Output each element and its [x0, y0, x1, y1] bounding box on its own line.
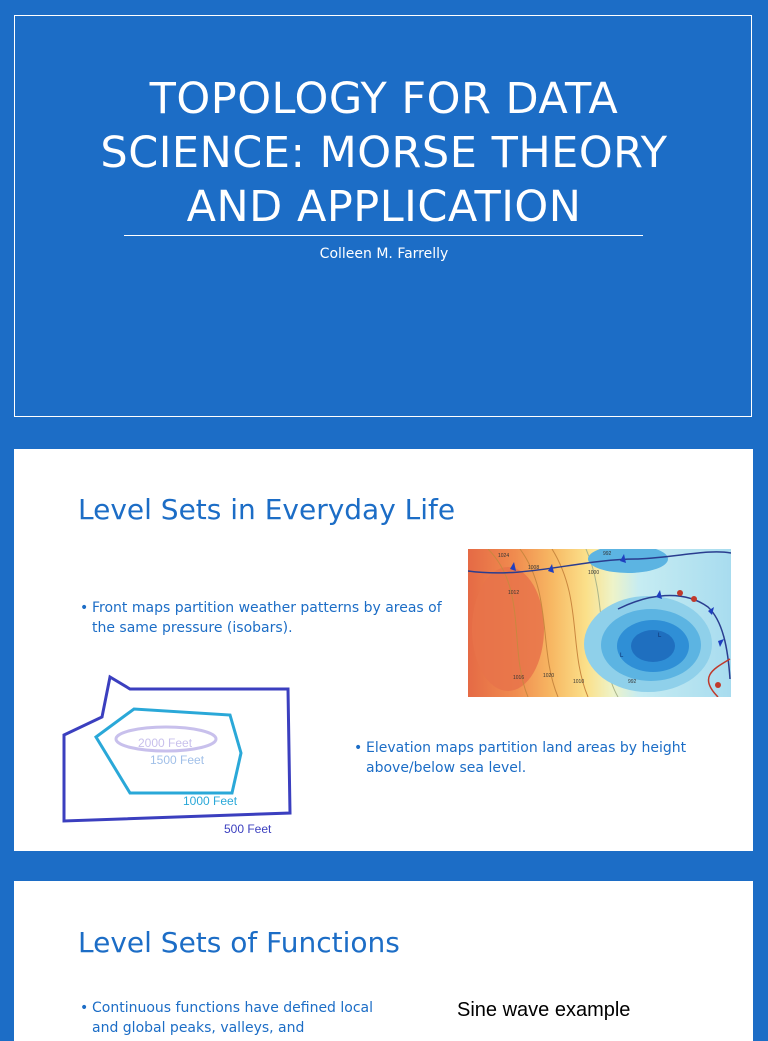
title-slide	[0, 0, 768, 432]
slide-level-sets-functions[interactable]	[14, 881, 753, 1041]
low-pressure-label: L	[658, 633, 662, 639]
elevation-contour-map	[54, 673, 304, 843]
isobar-label: 992	[603, 551, 612, 557]
isobar-label: 1000	[588, 570, 600, 576]
title-line: SCIENCE: MORSE THEORY	[100, 128, 668, 178]
weather-front-map	[468, 549, 731, 697]
bullet-dot: •	[354, 740, 363, 756]
contour-label-500: 500 Feet	[224, 822, 272, 836]
isobar-label: 992	[628, 679, 637, 685]
bullet-elevation-maps	[354, 738, 724, 778]
sine-wave-label: Sine wave example	[457, 999, 631, 1021]
isobar-label: 1016	[513, 675, 525, 681]
author-name: Colleen M. Farrelly	[319, 246, 449, 262]
contour-label-1000: 1000 Feet	[183, 794, 238, 808]
isobar-label: 1024	[498, 553, 510, 559]
bullet-dot: •	[80, 600, 89, 616]
isobar-label: 1012	[508, 590, 520, 596]
slide-level-sets-everyday[interactable]	[14, 449, 753, 851]
bullet-continuous-functions	[80, 998, 380, 1038]
isobar-label: 1010	[573, 679, 585, 685]
bullet-text: Continuous functions have defined local and global peaks, valleys, and	[92, 1000, 374, 1036]
bullet-dot: •	[80, 1000, 89, 1016]
low-pressure-label: L	[620, 653, 624, 659]
title-line: AND APPLICATION	[186, 182, 582, 232]
bullet-front-maps	[80, 598, 450, 638]
contour-label-1500: 1500 Feet	[150, 753, 205, 767]
bullet-text: Front maps partition weather patterns by areas of the same pressure (isobars).	[92, 600, 442, 636]
isobar-label: 1008	[528, 565, 540, 571]
slide-title: Level Sets of Functions	[78, 926, 400, 959]
bullet-text: Elevation maps partition land areas by height above/below sea level.	[366, 740, 687, 776]
slide-title: Level Sets in Everyday Life	[78, 493, 456, 526]
title-divider	[124, 235, 643, 236]
title-line: TOPOLOGY FOR DATA	[149, 74, 619, 124]
isobar-label: 1020	[543, 673, 555, 679]
contour-label-2000: 2000 Feet	[138, 736, 193, 750]
presentation-title	[40, 72, 728, 234]
